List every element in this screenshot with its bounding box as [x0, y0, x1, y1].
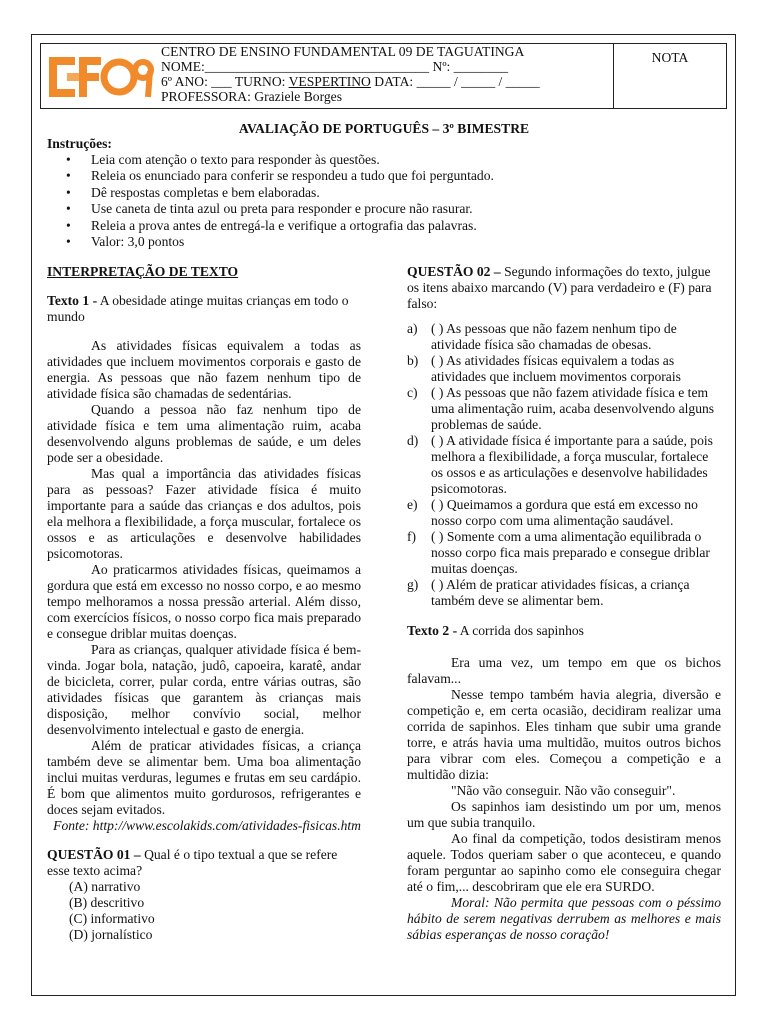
- instruction-item: • Use caneta de tinta azul ou preta para responder e procure não rasurar.: [47, 201, 494, 217]
- q2-item-e[interactable]: e) ( ) Queimamos a gordura que está em excesso no nosso corpo com uma alimentação saudável.: [407, 497, 698, 528]
- shift-value: VESPERTINO: [288, 74, 371, 89]
- grade-label: NOTA: [651, 50, 689, 65]
- q2-item-a[interactable]: a) ( ) As pessoas que não fazem nenhum tipo de atividade física são chamadas de obesas.: [407, 321, 677, 352]
- q2-item-g[interactable]: g) ( ) Além de praticar atividades físicas, a criança também deve se alimentar bem.: [407, 577, 690, 608]
- name-field: NOME:_________________________________ Nº: ________: [161, 59, 509, 74]
- q2-item-f[interactable]: f) ( ) Somente com a uma alimentação equilibrada o nosso corpo fica mais preparado e consegue driblar muitas doenças.: [407, 529, 710, 576]
- story-moral: Moral: Não permita que pessoas com o péssimo hábito de serem negativas derrubem as melhores e mais sábias esperanças de nosso coração!: [407, 895, 721, 942]
- question-02-options: [407, 321, 721, 609]
- school-logo: [45, 49, 157, 103]
- school-name: CENTRO DE ENSINO FUNDAMENTAL 09 DE TAGUATINGA: [161, 44, 525, 59]
- text1-title: Texto 1 - A obesidade atinge muitas crianças em todo o mundo: [47, 293, 349, 324]
- instruction-item: • Releia a prova antes de entregá-la e verifique a ortografia das palavras.: [47, 218, 494, 234]
- question-01: QUESTÃO 01 – Qual é o tipo textual a que se refere esse texto acima?: [47, 847, 338, 878]
- right-column: [407, 264, 721, 943]
- question-02: QUESTÃO 02 – Segundo informações do texto, julgue os itens abaixo marcando (V) para verdadeiro e (F) para falso:: [407, 264, 712, 311]
- text1-source: Fonte: http://www.escolakids.com/atividades-fisicas.htm: [53, 818, 361, 833]
- story-paragraph: "Não vão conseguir. Não vão conseguir".: [451, 783, 676, 798]
- story-paragraph: Os sapinhos iam desistindo um por um, menos um que subia tranquilo.: [407, 799, 721, 830]
- header-info: [161, 44, 540, 104]
- q1-option-d[interactable]: (D) jornalístico: [69, 927, 153, 942]
- question-01-options: [47, 879, 361, 943]
- text1-paragraph: Além de praticar atividades físicas, a criança também deve se alimentar bem. Uma boa alimentação inclui muitas verduras, legumes e frutas em seu cardápio. É bom que alimentos muito gordurosos, refrigerantes e doces sejam evitados.: [47, 738, 361, 817]
- left-column: [47, 264, 361, 943]
- story-paragraph: Ao final da competição, todos desistiram menos aquele. Todos queriam saber o que aconteceu, e quando foram perguntar ao sapinho como ele conseguira chegar até o fim,... descobriram que ele era SURDO.: [407, 831, 721, 894]
- text1-paragraph: Para as crianças, qualquer atividade física é bem-vinda. Jogar bola, natação, judô, capoeira, karatê, andar de bicicleta, correr, pular corda, entre várias outras, são atividades físicas que garantem às crianças mais disposição, melhor convívio social, melhor desenvolvimento intelectual e gasto de energia.: [47, 642, 361, 737]
- q1-option-a[interactable]: (A) narrativo: [69, 879, 141, 894]
- instruction-item: • Dê respostas completas e bem elaboradas.: [47, 185, 494, 201]
- story-paragraph: Nesse tempo também havia alegria, diversão e competição e, em certa ocasião, decidiram realizar uma corrida de sapinhos. Eles tinham que subir uma grande torre, e atrás havia uma multidão, muitos outros bichos para vibrar com eles. Começou a competição e a multidão dizia:: [407, 687, 721, 782]
- q2-item-b[interactable]: b) ( ) As atividades físicas equivalem a todas as atividades que incluem movimentos corporais: [407, 353, 681, 384]
- instruction-item: • Leia com atenção o texto para responder às questões.: [47, 152, 494, 168]
- instruction-item: • Releia os enunciado para conferir se respondeu a tudo que foi perguntado.: [47, 168, 494, 184]
- header-box: [40, 43, 727, 109]
- text1-paragraph: Ao praticarmos atividades físicas, queimamos a gordura que está em excesso no nosso corpo, e ao mesmo tempo melhoramos a nossa pressão arterial. Além disso, com exercícios físicos, o nosso corpo fica mais preparado e consegue driblar muitas doenças.: [47, 562, 361, 641]
- story-paragraph: Era uma vez, um tempo em que os bichos falavam...: [407, 655, 721, 686]
- q2-item-d[interactable]: d) ( ) A atividade física é importante para a saúde, pois melhora a flexibilidade, a força muscular, fortalece os ossos e as articulações e desenvolve habilidades psicomotoras.: [407, 433, 713, 496]
- instruction-item: • Valor: 3,0 pontos: [47, 234, 494, 250]
- text1-paragraph: As atividades físicas equivalem a todas as atividades que incluem movimentos corporais e gasto de energia. As pessoas que não fazem nenhum tipo de atividade física são chamadas de sedentárias.: [47, 338, 361, 401]
- section-heading: INTERPRETAÇÃO DE TEXTO: [47, 264, 239, 279]
- teacher-name: PROFESSORA: Graziele Borges: [161, 89, 342, 104]
- text1-paragraph: Mas qual a importância das atividades físicas para as pessoas? Fazer atividade física é muito importante para a saúde das crianças e dos adultos, pois ela melhora a flexibilidade, a força muscular, fortalece os ossos e as articulações e desenvolve habilidades psicomotoras.: [47, 466, 361, 561]
- instructions-list: [47, 152, 494, 250]
- text2-title: Texto 2 - A corrida dos sapinhos: [407, 623, 584, 638]
- q1-option-b[interactable]: (B) descritivo: [69, 895, 145, 910]
- exam-title: AVALIAÇÃO DE PORTUGUÊS – 3º BIMESTRE: [238, 121, 530, 136]
- q2-item-c[interactable]: c) ( ) As pessoas que não fazem atividade física e tem uma alimentação ruim, acaba desenvolvendo alguns problemas de saúde.: [407, 385, 715, 432]
- year-shift-date-line: 6º ANO: ___ TURNO: VESPERTINO DATA: _____ / _____ / _____: [161, 74, 540, 89]
- instructions-heading: Instruções:: [47, 136, 112, 151]
- text1-paragraph: Quando a pessoa não faz nenhum tipo de atividade física e tem uma alimentação ruim, acaba desenvolvendo alguns problemas de saúde, e um deles pode ser a obesidade.: [47, 402, 361, 465]
- q1-option-c[interactable]: (C) informativo: [69, 911, 155, 926]
